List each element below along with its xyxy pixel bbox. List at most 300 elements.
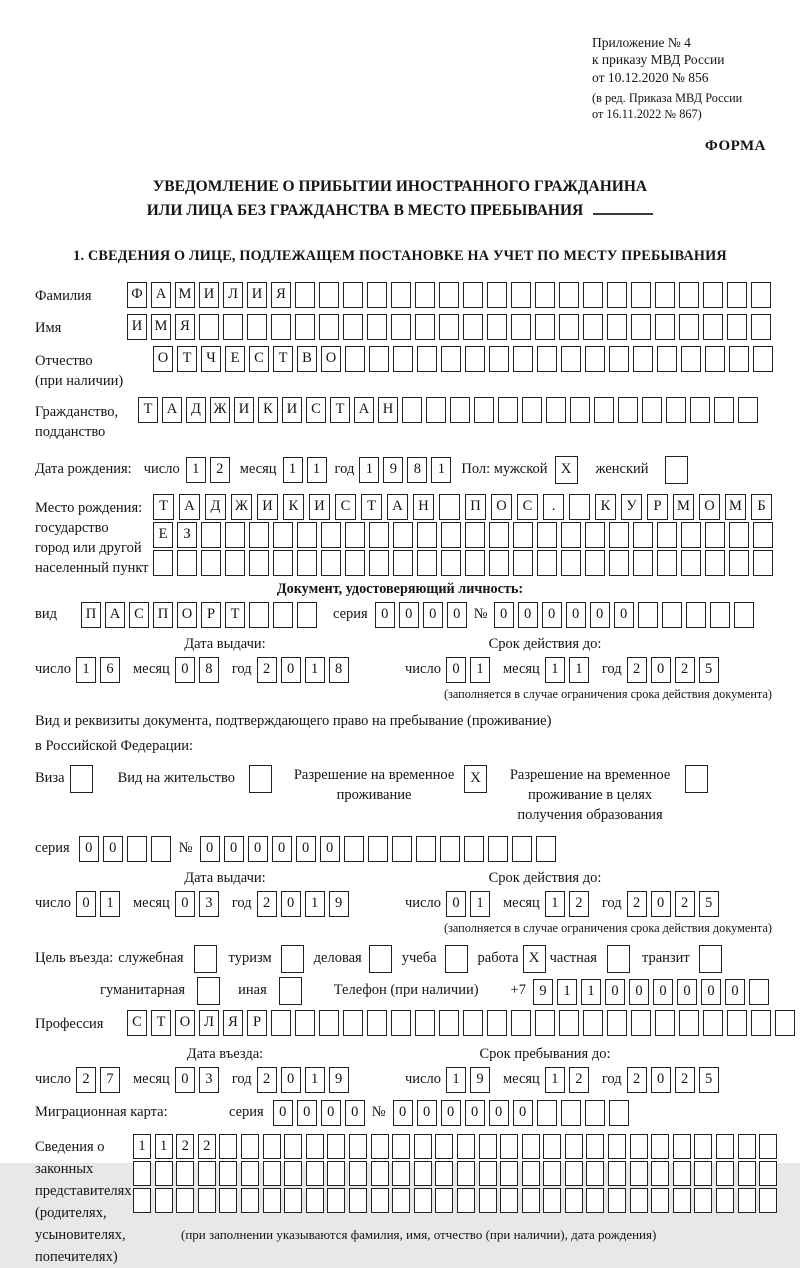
char-cell[interactable] (662, 602, 682, 628)
char-cell[interactable] (327, 1134, 345, 1159)
char-cell[interactable] (273, 550, 293, 576)
char-cell[interactable] (271, 1010, 291, 1036)
char-cell[interactable] (543, 1161, 561, 1186)
char-cell[interactable] (392, 1161, 410, 1186)
char-cell[interactable] (327, 1188, 345, 1213)
char-cell[interactable]: И (247, 282, 267, 308)
char-cell[interactable] (583, 282, 603, 308)
char-cell[interactable] (729, 346, 749, 372)
char-cell[interactable] (295, 314, 315, 340)
char-cell[interactable] (393, 522, 413, 548)
char-cell[interactable] (457, 1134, 475, 1159)
char-cell[interactable] (633, 346, 653, 372)
char-cell[interactable]: 3 (199, 891, 219, 917)
char-cell[interactable] (631, 314, 651, 340)
char-cell[interactable] (464, 836, 484, 862)
char-cell[interactable]: 0 (651, 891, 671, 917)
char-cell[interactable]: 1 (155, 1134, 173, 1159)
char-cell[interactable]: 0 (614, 602, 634, 628)
char-cell[interactable] (273, 602, 293, 628)
char-cell[interactable] (155, 1188, 173, 1213)
char-cell[interactable] (585, 550, 605, 576)
char-cell[interactable]: 0 (79, 836, 99, 862)
char-cell[interactable]: 1 (283, 457, 303, 483)
char-cell[interactable] (306, 1134, 324, 1159)
char-cell[interactable]: Б (751, 494, 772, 520)
char-cell[interactable] (201, 550, 221, 576)
char-cell[interactable] (583, 1010, 603, 1036)
char-cell[interactable] (371, 1161, 389, 1186)
char-cell[interactable]: А (179, 494, 200, 520)
char-cell[interactable]: 0 (248, 836, 268, 862)
char-cell[interactable]: К (283, 494, 304, 520)
char-cell[interactable]: 0 (76, 891, 96, 917)
char-cell[interactable] (273, 522, 293, 548)
char-cell[interactable] (775, 1010, 795, 1036)
char-cell[interactable]: 0 (605, 979, 625, 1005)
char-cell[interactable] (127, 836, 147, 862)
char-cell[interactable] (241, 1188, 259, 1213)
char-cell[interactable] (559, 1010, 579, 1036)
char-cell[interactable]: 0 (590, 602, 610, 628)
char-cell[interactable]: 8 (407, 457, 427, 483)
char-cell[interactable]: П (81, 602, 101, 628)
char-cell[interactable] (543, 1188, 561, 1213)
char-cell[interactable] (759, 1188, 777, 1213)
char-cell[interactable]: 0 (224, 836, 244, 862)
char-cell[interactable]: 2 (257, 891, 277, 917)
char-cell[interactable] (565, 1161, 583, 1186)
char-cell[interactable]: 1 (305, 657, 325, 683)
char-cell[interactable]: 0 (725, 979, 745, 1005)
char-cell[interactable]: Д (186, 397, 206, 423)
char-cell[interactable]: 0 (175, 891, 195, 917)
char-cell[interactable] (586, 1188, 604, 1213)
char-cell[interactable]: 1 (545, 891, 565, 917)
char-cell[interactable]: 0 (677, 979, 697, 1005)
char-cell[interactable] (561, 550, 581, 576)
char-cell[interactable] (751, 314, 771, 340)
char-cell[interactable] (705, 550, 725, 576)
char-cell[interactable] (513, 550, 533, 576)
char-cell[interactable] (474, 397, 494, 423)
char-cell[interactable]: С (517, 494, 538, 520)
char-cell[interactable] (609, 1100, 629, 1126)
char-cell[interactable] (417, 522, 437, 548)
char-cell[interactable] (450, 397, 470, 423)
char-cell[interactable] (714, 397, 734, 423)
char-cell[interactable]: И (234, 397, 254, 423)
char-cell[interactable] (435, 1188, 453, 1213)
char-cell[interactable] (440, 836, 460, 862)
char-cell[interactable] (489, 522, 509, 548)
char-cell[interactable] (414, 1188, 432, 1213)
char-cell[interactable]: Т (177, 346, 197, 372)
char-cell[interactable] (414, 1161, 432, 1186)
char-cell[interactable] (465, 550, 485, 576)
char-cell[interactable] (417, 346, 437, 372)
char-cell[interactable]: 0 (103, 836, 123, 862)
char-cell[interactable] (349, 1134, 367, 1159)
char-cell[interactable] (561, 522, 581, 548)
char-cell[interactable] (441, 522, 461, 548)
char-cell[interactable]: А (354, 397, 374, 423)
char-cell[interactable]: 9 (383, 457, 403, 483)
char-cell[interactable] (513, 346, 533, 372)
char-cell[interactable] (729, 550, 749, 576)
char-cell[interactable] (734, 602, 754, 628)
char-cell[interactable]: 9 (470, 1067, 490, 1093)
female-checkbox[interactable] (665, 456, 688, 484)
char-cell[interactable] (295, 282, 315, 308)
char-cell[interactable] (655, 314, 675, 340)
temp-residence-education-checkbox[interactable] (685, 765, 708, 793)
char-cell[interactable] (306, 1161, 324, 1186)
char-cell[interactable] (439, 494, 460, 520)
char-cell[interactable]: Т (361, 494, 382, 520)
char-cell[interactable] (522, 1161, 540, 1186)
char-cell[interactable] (199, 314, 219, 340)
char-cell[interactable] (225, 522, 245, 548)
char-cell[interactable]: М (673, 494, 694, 520)
char-cell[interactable] (487, 282, 507, 308)
char-cell[interactable] (479, 1134, 497, 1159)
char-cell[interactable]: 9 (329, 1067, 349, 1093)
char-cell[interactable]: 0 (281, 1067, 301, 1093)
char-cell[interactable]: О (153, 346, 173, 372)
char-cell[interactable]: Ф (127, 282, 147, 308)
char-cell[interactable]: 0 (399, 602, 419, 628)
char-cell[interactable]: 5 (699, 1067, 719, 1093)
char-cell[interactable] (536, 836, 556, 862)
char-cell[interactable] (673, 1134, 691, 1159)
char-cell[interactable] (249, 550, 269, 576)
char-cell[interactable] (463, 1010, 483, 1036)
char-cell[interactable] (751, 1010, 771, 1036)
char-cell[interactable] (522, 397, 542, 423)
char-cell[interactable] (565, 1188, 583, 1213)
char-cell[interactable] (176, 1188, 194, 1213)
char-cell[interactable] (535, 1010, 555, 1036)
char-cell[interactable] (694, 1188, 712, 1213)
char-cell[interactable] (241, 1161, 259, 1186)
char-cell[interactable]: 1 (470, 657, 490, 683)
char-cell[interactable] (489, 346, 509, 372)
visa-checkbox[interactable] (70, 765, 93, 793)
char-cell[interactable]: 2 (675, 657, 695, 683)
char-cell[interactable] (609, 346, 629, 372)
char-cell[interactable] (749, 979, 769, 1005)
char-cell[interactable] (487, 1010, 507, 1036)
char-cell[interactable] (371, 1134, 389, 1159)
char-cell[interactable] (263, 1161, 281, 1186)
purpose-work-checkbox[interactable]: X (523, 945, 546, 973)
char-cell[interactable] (537, 550, 557, 576)
char-cell[interactable]: Ж (231, 494, 252, 520)
char-cell[interactable] (651, 1188, 669, 1213)
char-cell[interactable] (223, 314, 243, 340)
char-cell[interactable] (263, 1188, 281, 1213)
char-cell[interactable]: П (465, 494, 486, 520)
char-cell[interactable] (607, 282, 627, 308)
char-cell[interactable] (630, 1161, 648, 1186)
char-cell[interactable] (369, 522, 389, 548)
char-cell[interactable]: У (621, 494, 642, 520)
char-cell[interactable]: 0 (629, 979, 649, 1005)
char-cell[interactable] (543, 1134, 561, 1159)
char-cell[interactable] (694, 1134, 712, 1159)
char-cell[interactable]: 1 (557, 979, 577, 1005)
char-cell[interactable] (679, 282, 699, 308)
char-cell[interactable]: 9 (329, 891, 349, 917)
char-cell[interactable]: С (127, 1010, 147, 1036)
char-cell[interactable] (201, 522, 221, 548)
char-cell[interactable] (727, 282, 747, 308)
male-checkbox[interactable]: X (555, 456, 578, 484)
char-cell[interactable] (738, 397, 758, 423)
char-cell[interactable]: С (335, 494, 356, 520)
char-cell[interactable] (705, 522, 725, 548)
char-cell[interactable]: 0 (489, 1100, 509, 1126)
char-cell[interactable] (753, 550, 773, 576)
char-cell[interactable] (651, 1161, 669, 1186)
char-cell[interactable] (537, 346, 557, 372)
char-cell[interactable]: Р (247, 1010, 267, 1036)
char-cell[interactable] (586, 1161, 604, 1186)
char-cell[interactable] (153, 550, 173, 576)
char-cell[interactable] (561, 346, 581, 372)
char-cell[interactable]: М (151, 314, 171, 340)
char-cell[interactable]: 0 (175, 1067, 195, 1093)
char-cell[interactable]: 0 (651, 657, 671, 683)
char-cell[interactable] (343, 282, 363, 308)
char-cell[interactable] (729, 522, 749, 548)
char-cell[interactable]: С (306, 397, 326, 423)
char-cell[interactable] (463, 314, 483, 340)
char-cell[interactable]: 3 (199, 1067, 219, 1093)
char-cell[interactable] (306, 1188, 324, 1213)
char-cell[interactable]: 0 (296, 836, 316, 862)
char-cell[interactable]: 2 (257, 1067, 277, 1093)
char-cell[interactable]: О (491, 494, 512, 520)
char-cell[interactable]: П (153, 602, 173, 628)
char-cell[interactable]: Ж (210, 397, 230, 423)
char-cell[interactable]: Т (225, 602, 245, 628)
char-cell[interactable] (642, 397, 662, 423)
char-cell[interactable]: Т (273, 346, 293, 372)
char-cell[interactable]: 1 (186, 457, 206, 483)
char-cell[interactable]: И (309, 494, 330, 520)
char-cell[interactable]: А (151, 282, 171, 308)
char-cell[interactable] (435, 1134, 453, 1159)
char-cell[interactable] (537, 1100, 557, 1126)
char-cell[interactable] (284, 1134, 302, 1159)
char-cell[interactable]: Е (153, 522, 173, 548)
char-cell[interactable]: 0 (441, 1100, 461, 1126)
char-cell[interactable]: 0 (513, 1100, 533, 1126)
char-cell[interactable] (631, 282, 651, 308)
char-cell[interactable] (319, 1010, 339, 1036)
char-cell[interactable] (500, 1161, 518, 1186)
char-cell[interactable]: 1 (76, 657, 96, 683)
char-cell[interactable]: Ч (201, 346, 221, 372)
char-cell[interactable] (198, 1161, 216, 1186)
char-cell[interactable]: 0 (375, 602, 395, 628)
char-cell[interactable]: 2 (627, 657, 647, 683)
char-cell[interactable] (679, 1010, 699, 1036)
char-cell[interactable]: 0 (494, 602, 514, 628)
char-cell[interactable]: 0 (272, 836, 292, 862)
char-cell[interactable] (633, 550, 653, 576)
char-cell[interactable]: 0 (297, 1100, 317, 1126)
char-cell[interactable] (392, 1134, 410, 1159)
char-cell[interactable]: О (699, 494, 720, 520)
char-cell[interactable] (609, 550, 629, 576)
purpose-private-checkbox[interactable] (607, 945, 630, 973)
char-cell[interactable] (666, 397, 686, 423)
char-cell[interactable] (570, 397, 590, 423)
char-cell[interactable] (657, 550, 677, 576)
char-cell[interactable] (393, 550, 413, 576)
char-cell[interactable]: 0 (566, 602, 586, 628)
char-cell[interactable]: 0 (542, 602, 562, 628)
char-cell[interactable] (753, 522, 773, 548)
char-cell[interactable] (343, 314, 363, 340)
char-cell[interactable]: И (282, 397, 302, 423)
char-cell[interactable] (414, 1134, 432, 1159)
char-cell[interactable] (511, 282, 531, 308)
char-cell[interactable] (321, 522, 341, 548)
char-cell[interactable] (583, 314, 603, 340)
char-cell[interactable]: А (105, 602, 125, 628)
char-cell[interactable]: 0 (701, 979, 721, 1005)
char-cell[interactable] (343, 1010, 363, 1036)
char-cell[interactable]: 2 (257, 657, 277, 683)
char-cell[interactable] (727, 314, 747, 340)
char-cell[interactable] (391, 1010, 411, 1036)
char-cell[interactable]: 0 (446, 891, 466, 917)
char-cell[interactable] (488, 836, 508, 862)
char-cell[interactable]: Н (378, 397, 398, 423)
char-cell[interactable] (681, 346, 701, 372)
char-cell[interactable] (439, 314, 459, 340)
char-cell[interactable]: 1 (569, 657, 589, 683)
purpose-business-checkbox[interactable] (369, 945, 392, 973)
char-cell[interactable]: Е (225, 346, 245, 372)
char-cell[interactable] (487, 314, 507, 340)
char-cell[interactable] (585, 346, 605, 372)
char-cell[interactable] (631, 1010, 651, 1036)
char-cell[interactable] (479, 1188, 497, 1213)
char-cell[interactable]: 2 (569, 891, 589, 917)
char-cell[interactable] (673, 1188, 691, 1213)
char-cell[interactable]: Т (153, 494, 174, 520)
char-cell[interactable]: Н (413, 494, 434, 520)
char-cell[interactable]: А (387, 494, 408, 520)
char-cell[interactable] (349, 1188, 367, 1213)
char-cell[interactable]: М (725, 494, 746, 520)
char-cell[interactable] (569, 494, 590, 520)
char-cell[interactable]: В (297, 346, 317, 372)
char-cell[interactable] (371, 1188, 389, 1213)
char-cell[interactable]: 1 (446, 1067, 466, 1093)
char-cell[interactable]: З (177, 522, 197, 548)
char-cell[interactable]: 0 (518, 602, 538, 628)
char-cell[interactable]: 1 (305, 891, 325, 917)
char-cell[interactable] (738, 1134, 756, 1159)
char-cell[interactable] (457, 1188, 475, 1213)
char-cell[interactable]: 1 (305, 1067, 325, 1093)
char-cell[interactable]: Т (330, 397, 350, 423)
char-cell[interactable]: Я (271, 282, 291, 308)
char-cell[interactable]: 0 (447, 602, 467, 628)
char-cell[interactable] (297, 550, 317, 576)
char-cell[interactable] (586, 1134, 604, 1159)
char-cell[interactable] (537, 522, 557, 548)
char-cell[interactable] (594, 397, 614, 423)
char-cell[interactable]: 0 (446, 657, 466, 683)
char-cell[interactable] (367, 1010, 387, 1036)
char-cell[interactable]: 2 (198, 1134, 216, 1159)
char-cell[interactable]: И (127, 314, 147, 340)
char-cell[interactable] (716, 1134, 734, 1159)
char-cell[interactable]: С (249, 346, 269, 372)
char-cell[interactable] (263, 1134, 281, 1159)
char-cell[interactable] (759, 1134, 777, 1159)
char-cell[interactable] (415, 1010, 435, 1036)
char-cell[interactable] (249, 602, 269, 628)
char-cell[interactable] (417, 550, 437, 576)
char-cell[interactable] (498, 397, 518, 423)
char-cell[interactable] (546, 397, 566, 423)
char-cell[interactable]: 0 (175, 657, 195, 683)
char-cell[interactable]: 0 (321, 1100, 341, 1126)
char-cell[interactable] (585, 1100, 605, 1126)
char-cell[interactable] (391, 282, 411, 308)
char-cell[interactable] (349, 1161, 367, 1186)
char-cell[interactable] (705, 346, 725, 372)
char-cell[interactable] (457, 1161, 475, 1186)
char-cell[interactable] (607, 1010, 627, 1036)
char-cell[interactable] (608, 1161, 626, 1186)
char-cell[interactable] (511, 314, 531, 340)
char-cell[interactable]: 1 (581, 979, 601, 1005)
char-cell[interactable] (608, 1188, 626, 1213)
char-cell[interactable]: К (595, 494, 616, 520)
purpose-humanitarian-checkbox[interactable] (197, 977, 220, 1005)
temp-residence-checkbox[interactable]: X (464, 765, 487, 793)
purpose-other-checkbox[interactable] (279, 977, 302, 1005)
char-cell[interactable] (295, 1010, 315, 1036)
char-cell[interactable] (681, 522, 701, 548)
char-cell[interactable]: 2 (627, 1067, 647, 1093)
char-cell[interactable]: М (175, 282, 195, 308)
char-cell[interactable]: А (162, 397, 182, 423)
char-cell[interactable]: О (175, 1010, 195, 1036)
char-cell[interactable]: О (321, 346, 341, 372)
char-cell[interactable]: 0 (200, 836, 220, 862)
char-cell[interactable] (703, 282, 723, 308)
char-cell[interactable]: И (199, 282, 219, 308)
char-cell[interactable] (219, 1161, 237, 1186)
char-cell[interactable]: 6 (100, 657, 120, 683)
char-cell[interactable] (426, 397, 446, 423)
char-cell[interactable]: 7 (100, 1067, 120, 1093)
char-cell[interactable]: 8 (329, 657, 349, 683)
char-cell[interactable]: Я (175, 314, 195, 340)
purpose-tourism-checkbox[interactable] (281, 945, 304, 973)
char-cell[interactable] (694, 1161, 712, 1186)
